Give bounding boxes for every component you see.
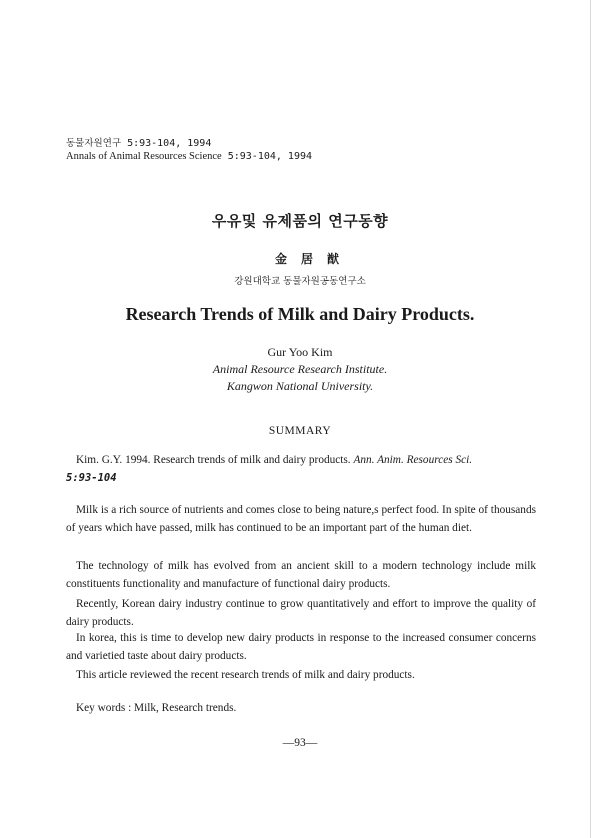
journal-pages-kr: 5:93-104, 1994 [127,138,212,149]
citation-pages: 5:93-104 [66,472,117,484]
journal-header-kr [66,137,312,150]
affiliation-english-line-2: Kangwon National University. [226,379,374,393]
summary-paragraph-5: This article reviewed the recent research trends of milk and dairy products. [76,669,415,681]
citation-prefix: Kim. G.Y. 1994. Research trends of milk and dairy products. [76,454,351,466]
affiliation-korean: 강원대학교 동물자원공동연구소 [234,276,366,287]
summary-paragraph-4: In korea, this is time to develop new dairy products in response to the increased consumer concerns and varietied taste about dairy products. [66,632,536,662]
summary-paragraph-3: Recently, Korean dairy industry continue to grow quantitatively and effort to improve the quality of dairy products. [66,598,536,628]
title-english: Research Trends of Milk and Dairy Products. [125,304,475,324]
summary-paragraph-1: Milk is a rich source of nutrients and comes close to being nature,s perfect food. In spite of thousands of years which have passed, milk has continued to be an important part of the human diet. [66,504,536,534]
citation-journal: Ann. Anim. Resources Sci. [353,454,473,466]
citation [66,451,536,487]
journal-header-en [66,150,312,163]
affiliation-english-line-1: Animal Resource Research Institute. [212,362,388,376]
summary-heading: SUMMARY [268,425,332,437]
journal-pages-en: 5:93-104, 1994 [227,151,313,162]
journal-header [66,137,312,163]
keywords: Key words : Milk, Research trends. [76,702,237,714]
summary-paragraph-2: The technology of milk has evolved from an ancient skill to a modern technology include milk constituents functionality and manufacture of functional dairy products. [66,560,536,590]
page-edge-line [590,0,591,838]
title-korean: 우유및 유제품의 연구동향 [211,212,389,230]
journal-name-kr: 동물자원연구 [66,138,122,149]
page-number: —93— [282,737,318,749]
journal-name-en: Annals of Animal Resources Science [66,151,222,162]
author-english: Gur Yoo Kim [267,345,333,359]
author-korean: 金居猷 [274,252,353,266]
